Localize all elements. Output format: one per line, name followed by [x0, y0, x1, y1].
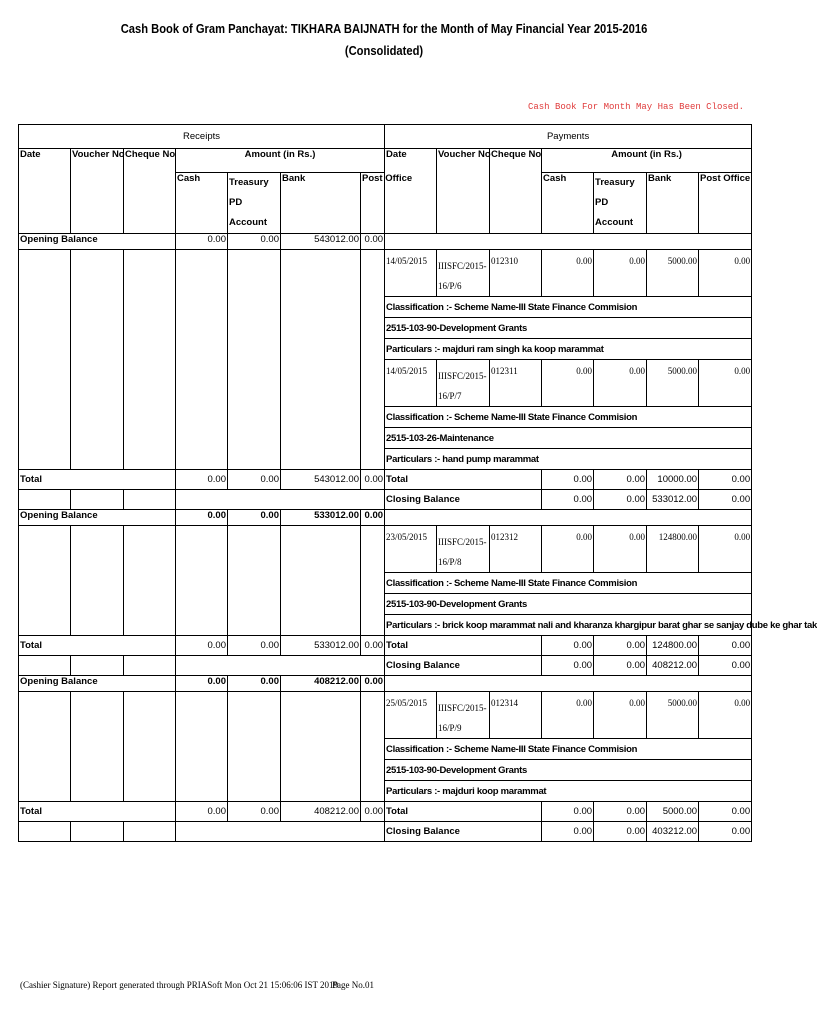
opening-row: [19, 510, 752, 526]
payment-cash: 0.00: [542, 360, 594, 407]
rec-cash-header: Cash: [176, 173, 228, 234]
opening-cash: 0.00: [176, 676, 228, 692]
payment-date: 14/05/2015: [385, 250, 437, 297]
rec-post-header: Post Office: [361, 173, 437, 234]
payment-voucher: IIISFC/2015-16/P/9: [437, 692, 490, 739]
rec-blank-voucher: [71, 822, 124, 842]
rec-empty-bank: [281, 526, 361, 636]
cash-book-table: [18, 124, 817, 842]
receipt-total-cash: 0.00: [176, 636, 228, 656]
receipt-total-label: Total: [19, 802, 176, 822]
rec-empty-voucher: [71, 692, 124, 802]
payment-total-label: Total: [385, 470, 542, 490]
total-row: [19, 636, 752, 656]
opening-label: Opening Balance: [19, 676, 176, 692]
rec-blank-amount: [176, 822, 385, 842]
pay-cash-header: Cash: [542, 173, 594, 234]
opening-post: 0.00: [361, 676, 385, 692]
rec-empty-post: [361, 526, 385, 636]
payment-treasury: 0.00: [594, 250, 647, 297]
rec-empty-voucher: [71, 250, 124, 470]
receipt-total-bank: 543012.00: [281, 470, 361, 490]
payment-total-cash: 0.00: [542, 636, 594, 656]
payments-header: Payments: [385, 125, 752, 149]
payment-cheque: 012310: [490, 250, 542, 297]
opening-post: 0.00: [361, 510, 385, 526]
closing-label: Closing Balance: [385, 656, 542, 676]
closing-cash: 0.00: [542, 490, 594, 510]
closing-bank: 403212.00: [647, 822, 699, 842]
rec-empty-voucher: [71, 526, 124, 636]
payment-bank: 124800.00: [647, 526, 699, 573]
closing-bank: 533012.00: [647, 490, 699, 510]
pay-date-header: Date: [385, 149, 437, 234]
opening-label: Opening Balance: [19, 510, 176, 526]
report-title: [54, 18, 714, 62]
payment-total-post: 0.00: [699, 470, 752, 490]
payment-total-treasury: 0.00: [594, 470, 647, 490]
report-title-line2: (Consolidated): [344, 43, 424, 58]
opening-cash: 0.00: [176, 510, 228, 526]
rec-blank-voucher: [71, 656, 124, 676]
opening-row: [19, 234, 752, 250]
receipt-total-treasury: 0.00: [228, 802, 281, 822]
pay-treasury-header: Treasury PD Account: [594, 173, 647, 234]
payment-post: 0.00: [699, 526, 752, 573]
payment-bank: 5000.00: [647, 360, 699, 407]
closed-notice: Cash Book For Month May Has Been Closed.: [527, 102, 744, 112]
payment-particulars: Particulars :- majduri koop marammat: [385, 781, 752, 802]
payment-particulars: Particulars :- brick koop marammat nali and kharanza khargipur barat ghar se sanjay dube ke ghar tak: [385, 615, 752, 636]
rec-blank-cheque: [124, 822, 176, 842]
cash-book-body: [19, 234, 817, 842]
payment-date: 25/05/2015: [385, 692, 437, 739]
payment-treasury: 0.00: [594, 360, 647, 407]
rec-empty-treasury: [228, 250, 281, 470]
payment-spacer: [385, 510, 752, 526]
closing-cash: 0.00: [542, 822, 594, 842]
pay-post-header: Post Office: [699, 173, 752, 234]
pay-cheque-header: Cheque No: [490, 149, 542, 234]
rec-amount-header: Amount (in Rs.): [176, 149, 385, 173]
closing-cash: 0.00: [542, 656, 594, 676]
rec-bank-header: Bank: [281, 173, 361, 234]
payment-code: 2515-103-90-Development Grants: [385, 594, 752, 615]
receipts-header: Receipts: [19, 125, 385, 149]
rec-blank-date: [19, 490, 71, 510]
receipt-total-post: 0.00: [361, 802, 385, 822]
payment-particulars: Particulars :- hand pump marammat: [385, 449, 752, 470]
payment-bank: 5000.00: [647, 250, 699, 297]
rec-empty-bank: [281, 692, 361, 802]
rec-cheque-header: Cheque No: [124, 149, 176, 234]
closing-post: 0.00: [699, 656, 752, 676]
payment-date: 23/05/2015: [385, 526, 437, 573]
rec-empty-cheque: [124, 692, 176, 802]
header-section: [19, 125, 752, 234]
payment-total-cash: 0.00: [542, 470, 594, 490]
pay-amount-header: Amount (in Rs.): [542, 149, 752, 173]
rec-blank-cheque: [124, 656, 176, 676]
payment-classification: Classification :- Scheme Name-III State Finance Commision: [385, 573, 752, 594]
payment-row: [19, 526, 752, 573]
payment-bank: 5000.00: [647, 692, 699, 739]
payment-spacer: [385, 676, 752, 692]
payment-voucher: IIISFC/2015-16/P/8: [437, 526, 490, 573]
payment-classification: Classification :- Scheme Name-III State Finance Commision: [385, 407, 752, 428]
closing-treasury: 0.00: [594, 656, 647, 676]
payment-total-bank: 124800.00: [647, 636, 699, 656]
payment-voucher: IIISFC/2015-16/P/6: [437, 250, 490, 297]
rec-empty-cheque: [124, 526, 176, 636]
rec-empty-treasury: [228, 692, 281, 802]
payment-post: 0.00: [699, 360, 752, 407]
receipt-total-bank: 533012.00: [281, 636, 361, 656]
closing-treasury: 0.00: [594, 490, 647, 510]
closing-bank: 408212.00: [647, 656, 699, 676]
payment-code: 2515-103-90-Development Grants: [385, 318, 752, 339]
payment-classification: Classification :- Scheme Name-III State Finance Commision: [385, 297, 752, 318]
rec-empty-cash: [176, 692, 228, 802]
payment-total-bank: 5000.00: [647, 802, 699, 822]
receipt-total-treasury: 0.00: [228, 636, 281, 656]
payment-total-post: 0.00: [699, 636, 752, 656]
payment-treasury: 0.00: [594, 526, 647, 573]
payment-total-post: 0.00: [699, 802, 752, 822]
receipt-total-label: Total: [19, 470, 176, 490]
payment-cheque: 012312: [490, 526, 542, 573]
payment-post: 0.00: [699, 692, 752, 739]
rec-empty-date: [19, 526, 71, 636]
closing-label: Closing Balance: [385, 490, 542, 510]
receipt-total-post: 0.00: [361, 636, 385, 656]
payment-treasury: 0.00: [594, 692, 647, 739]
closing-row: [19, 656, 752, 676]
opening-bank: 408212.00: [281, 676, 361, 692]
opening-treasury: 0.00: [228, 234, 281, 250]
closing-post: 0.00: [699, 822, 752, 842]
receipt-total-cash: 0.00: [176, 470, 228, 490]
rec-blank-cheque: [124, 490, 176, 510]
payment-date: 14/05/2015: [385, 360, 437, 407]
payment-code: 2515-103-26-Maintenance: [385, 428, 752, 449]
receipt-total-post: 0.00: [361, 470, 385, 490]
rec-blank-amount: [176, 656, 385, 676]
rec-empty-date: [19, 692, 71, 802]
payment-cash: 0.00: [542, 692, 594, 739]
opening-treasury: 0.00: [228, 676, 281, 692]
payment-classification: Classification :- Scheme Name-III State Finance Commision: [385, 739, 752, 760]
pay-bank-header: Bank: [647, 173, 699, 234]
rec-blank-voucher: [71, 490, 124, 510]
payment-spacer: [385, 234, 752, 250]
payment-voucher: IIISFC/2015-16/P/7: [437, 360, 490, 407]
opening-cash: 0.00: [176, 234, 228, 250]
payment-cash: 0.00: [542, 250, 594, 297]
rec-date-header: Date: [19, 149, 71, 234]
closing-treasury: 0.00: [594, 822, 647, 842]
rec-empty-cash: [176, 250, 228, 470]
opening-label: Opening Balance: [19, 234, 176, 250]
payment-total-cash: 0.00: [542, 802, 594, 822]
opening-bank: 533012.00: [281, 510, 361, 526]
payment-post: 0.00: [699, 250, 752, 297]
total-row: [19, 802, 752, 822]
report-title-line1: Cash Book of Gram Panchayat: TIKHARA BAIJNATH for the Month of May Financial Year 2015-2016: [120, 21, 648, 36]
payment-cheque: 012311: [490, 360, 542, 407]
opening-bank: 543012.00: [281, 234, 361, 250]
rec-empty-cheque: [124, 250, 176, 470]
rec-blank-amount: [176, 490, 385, 510]
rec-empty-treasury: [228, 526, 281, 636]
payment-total-bank: 10000.00: [647, 470, 699, 490]
receipt-total-bank: 408212.00: [281, 802, 361, 822]
payment-cheque: 012314: [490, 692, 542, 739]
rec-empty-post: [361, 692, 385, 802]
pay-voucher-header: Voucher No: [437, 149, 490, 234]
receipt-total-cash: 0.00: [176, 802, 228, 822]
page-number: Page No.01: [332, 980, 374, 990]
payment-particulars: Particulars :- majduri ram singh ka koop marammat: [385, 339, 752, 360]
closing-post: 0.00: [699, 490, 752, 510]
rec-empty-date: [19, 250, 71, 470]
opening-treasury: 0.00: [228, 510, 281, 526]
opening-row: [19, 676, 752, 692]
rec-blank-date: [19, 822, 71, 842]
rec-treasury-header: Treasury PD Account: [228, 173, 281, 234]
payment-row: [19, 692, 752, 739]
rec-empty-cash: [176, 526, 228, 636]
closing-row: [19, 822, 752, 842]
rec-voucher-header: Voucher No: [71, 149, 124, 234]
payment-cash: 0.00: [542, 526, 594, 573]
closing-label: Closing Balance: [385, 822, 542, 842]
footer-text: (Cashier Signature) Report generated through PRIASoft Mon Oct 21 15:06:06 IST 2019: [20, 980, 339, 990]
rec-empty-post: [361, 250, 385, 470]
payment-total-treasury: 0.00: [594, 636, 647, 656]
payment-total-treasury: 0.00: [594, 802, 647, 822]
rec-empty-bank: [281, 250, 361, 470]
receipt-total-label: Total: [19, 636, 176, 656]
receipt-total-treasury: 0.00: [228, 470, 281, 490]
rec-blank-date: [19, 656, 71, 676]
payment-row: [19, 250, 752, 297]
payment-code: 2515-103-90-Development Grants: [385, 760, 752, 781]
payment-total-label: Total: [385, 802, 542, 822]
closing-row: [19, 490, 752, 510]
total-row: [19, 470, 752, 490]
opening-post: 0.00: [361, 234, 385, 250]
payment-total-label: Total: [385, 636, 542, 656]
